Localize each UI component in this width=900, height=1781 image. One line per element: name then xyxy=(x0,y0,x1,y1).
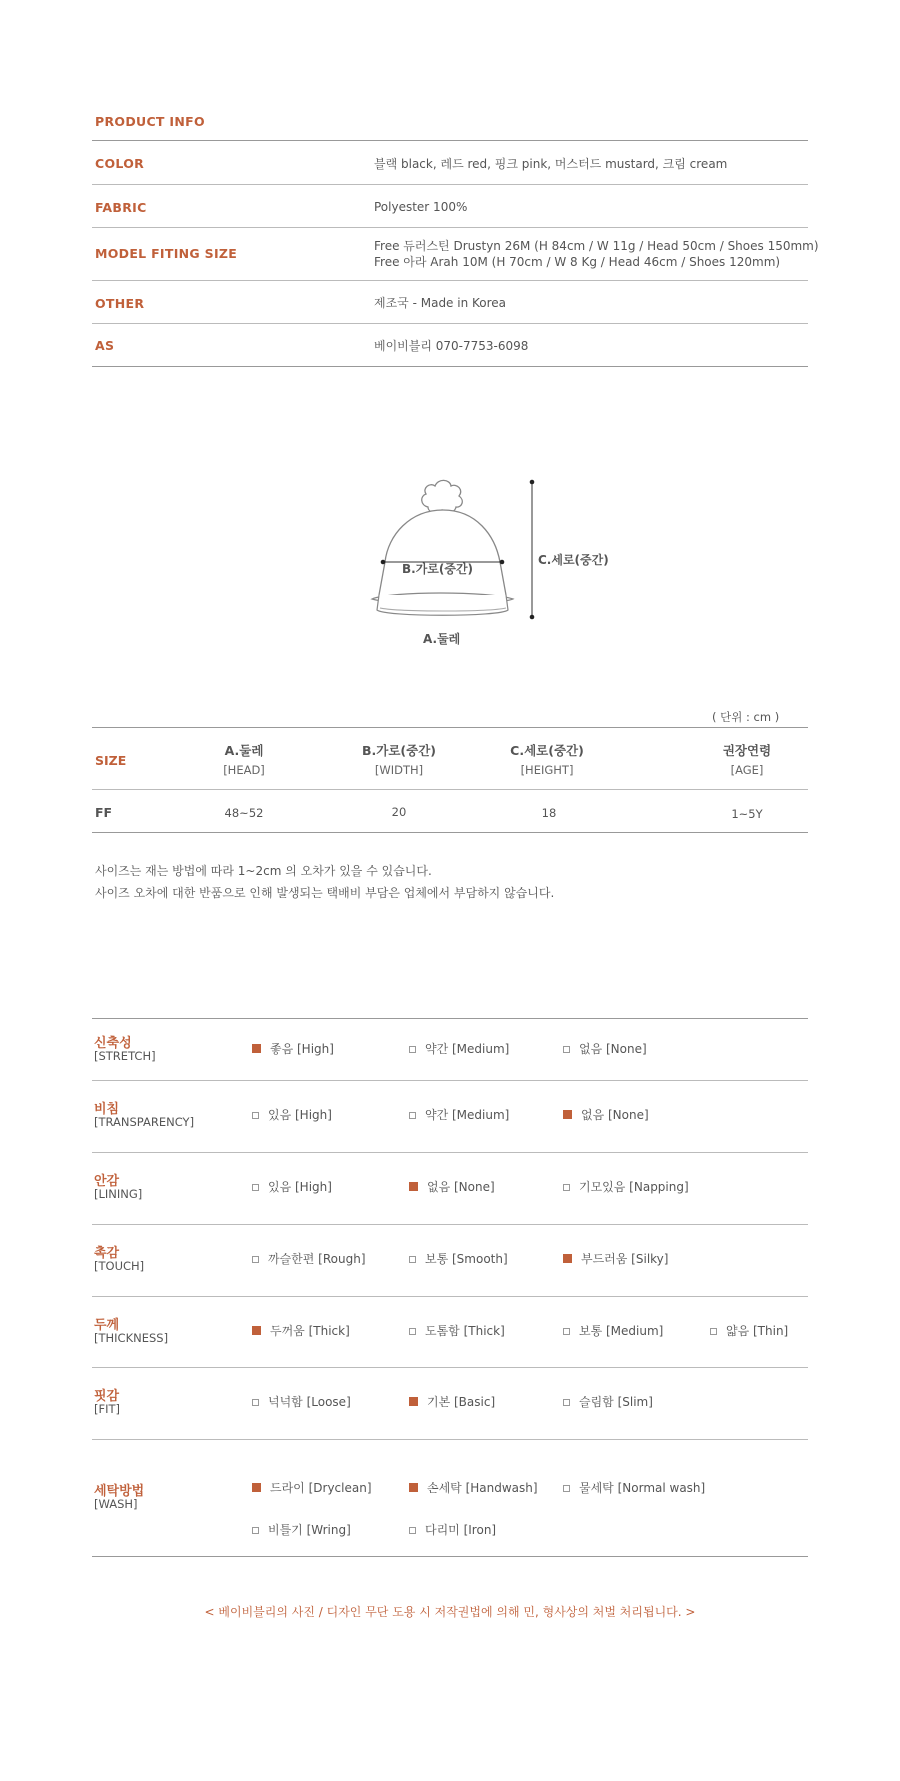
row-value-line-1: Free 듀러스틴 Drustyn 26M (H 84cm / W 11g / Head 50cm / Shoes 150mm) xyxy=(374,239,819,253)
option-label: 기모있음 [Napping] xyxy=(579,1180,689,1194)
unchecked-box-icon xyxy=(252,1184,259,1191)
divider xyxy=(92,1367,808,1368)
attribute-option xyxy=(710,1322,788,1339)
hat-crown xyxy=(385,510,500,562)
attribute-subtitle: [LINING] xyxy=(94,1187,143,1201)
divider xyxy=(92,280,808,281)
attribute-option xyxy=(252,1106,332,1123)
divider xyxy=(92,1080,808,1081)
attribute-title: 두께 xyxy=(94,1317,120,1333)
size-note-2: 사이즈 오차에 대한 반품으로 인해 발생되는 택배비 부담은 업체에서 부담하지 않습니다. xyxy=(95,886,555,900)
unchecked-box-icon xyxy=(409,1256,416,1263)
attribute-title: 신축성 xyxy=(94,1035,132,1051)
option-label: 넉넉함 [Loose] xyxy=(268,1395,351,1409)
row-label: COLOR xyxy=(95,156,145,171)
row-label: MODEL FITING SIZE xyxy=(95,246,238,261)
option-label: 약간 [Medium] xyxy=(425,1041,510,1056)
column-header-height: C.세로(중간) [HEIGHT] xyxy=(510,743,584,777)
attribute-option xyxy=(252,1479,372,1496)
option-label: 보통 [Smooth] xyxy=(425,1252,508,1266)
attribute-option xyxy=(252,1322,350,1339)
divider xyxy=(92,1296,808,1297)
option-label: 까슬한편 [Rough] xyxy=(268,1252,366,1266)
value-age: 1~5Y xyxy=(731,807,763,821)
divider xyxy=(92,1556,808,1557)
size-row-header: SIZE xyxy=(95,753,127,768)
product-info-heading: PRODUCT INFO xyxy=(95,114,205,129)
attribute-option xyxy=(563,1178,689,1195)
divider xyxy=(92,140,808,141)
attribute-title: 세탁방법 xyxy=(94,1483,145,1499)
option-label: 기본 [Basic] xyxy=(427,1395,496,1409)
unchecked-box-icon xyxy=(563,1399,570,1406)
attribute-option xyxy=(409,1393,495,1410)
copyright-notice: < 베이비블리의 사진 / 디자인 무단 도용 시 저작권법에 의해 민, 형사상의 처벌 처리됩니다. > xyxy=(204,1605,696,1619)
attribute-title: 핏감 xyxy=(94,1389,120,1404)
checked-box-icon xyxy=(409,1182,418,1191)
attribute-option xyxy=(409,1178,495,1195)
attribute-option xyxy=(563,1479,705,1496)
attribute-option xyxy=(252,1393,351,1410)
attribute-option xyxy=(252,1040,334,1057)
option-label: 드라이 [Dryclean] xyxy=(270,1480,372,1495)
checked-box-icon xyxy=(563,1110,572,1119)
attribute-title: 비침 xyxy=(94,1102,120,1117)
divider xyxy=(92,1224,808,1225)
option-label: 보통 [Medium] xyxy=(579,1323,664,1338)
unchecked-box-icon xyxy=(409,1328,416,1335)
checked-box-icon xyxy=(563,1254,572,1263)
row-value: 블랙 black, 레드 red, 핑크 pink, 머스터드 mustard, 크림 cream xyxy=(374,157,728,171)
option-label: 부드러움 [Silky] xyxy=(581,1252,669,1266)
size-name: FF xyxy=(95,805,113,820)
unchecked-box-icon xyxy=(563,1485,570,1492)
unit-label: ( 단위 : cm ) xyxy=(712,710,780,724)
unchecked-box-icon xyxy=(563,1328,570,1335)
checked-box-icon xyxy=(252,1044,261,1053)
divider xyxy=(92,789,808,790)
divider xyxy=(92,184,808,185)
size-note-1: 사이즈는 재는 방법에 따라 1~2cm 의 오차가 있을 수 있습니다. xyxy=(95,864,432,878)
checked-box-icon xyxy=(409,1483,418,1492)
option-label: 없음 [None] xyxy=(579,1041,647,1056)
attribute-subtitle: [WASH] xyxy=(94,1496,138,1511)
option-label: 얇음 [Thin] xyxy=(726,1323,789,1338)
option-label: 비틀기 [Wring] xyxy=(268,1522,351,1537)
divider xyxy=(92,323,808,324)
option-label: 없음 [None] xyxy=(427,1180,495,1194)
option-label: 약간 [Medium] xyxy=(425,1108,510,1122)
checked-box-icon xyxy=(409,1397,418,1406)
value-width: 20 xyxy=(391,805,407,819)
option-label: 있음 [High] xyxy=(268,1180,332,1194)
attribute-subtitle: [TRANSPARENCY] xyxy=(94,1115,195,1129)
unchecked-box-icon xyxy=(409,1112,416,1119)
option-label: 있음 [High] xyxy=(268,1108,332,1122)
attribute-option xyxy=(409,1521,496,1538)
attribute-option xyxy=(409,1040,509,1057)
unchecked-box-icon xyxy=(409,1046,416,1053)
option-label: 물세탁 [Normal wash] xyxy=(579,1480,706,1495)
divider xyxy=(92,1439,808,1440)
row-label: OTHER xyxy=(95,296,145,311)
option-label: 도톰함 [Thick] xyxy=(425,1323,505,1338)
diagram-label-height: C.세로(중간) xyxy=(538,553,609,567)
attribute-option xyxy=(563,1040,647,1057)
unchecked-box-icon xyxy=(252,1112,259,1119)
value-head: 48~52 xyxy=(224,806,264,820)
attribute-option xyxy=(563,1322,663,1339)
attribute-option xyxy=(409,1250,508,1267)
value-height: 18 xyxy=(541,806,557,820)
divider xyxy=(92,832,808,833)
attribute-option xyxy=(409,1106,509,1123)
diagram-label-circumference: A.둘레 xyxy=(423,632,461,646)
divider xyxy=(92,1152,808,1153)
row-value: Polyester 100% xyxy=(374,200,468,214)
diagram-label-width: B.가로(중간) xyxy=(402,562,474,576)
row-label: AS xyxy=(95,338,115,353)
unchecked-box-icon xyxy=(252,1256,259,1263)
unchecked-box-icon xyxy=(252,1399,259,1406)
divider xyxy=(92,1018,808,1019)
attribute-option xyxy=(252,1521,351,1538)
row-value-line-2: Free 아라 Arah 10M (H 70cm / W 8 Kg / Head 46cm / Shoes 120mm) xyxy=(374,255,781,269)
divider xyxy=(92,727,808,728)
row-label: FABRIC xyxy=(95,200,147,215)
unchecked-box-icon xyxy=(252,1527,259,1534)
row-value: 제조국 - Made in Korea xyxy=(374,296,507,310)
row-value: 베이비블리 070-7753-6098 xyxy=(374,339,529,353)
attribute-option xyxy=(563,1393,653,1410)
column-header-head: A.둘레 [HEAD] xyxy=(223,743,265,777)
option-label: 없음 [None] xyxy=(581,1108,649,1122)
attribute-option xyxy=(252,1178,332,1195)
unchecked-box-icon xyxy=(710,1328,717,1335)
attribute-title: 안감 xyxy=(94,1174,120,1189)
option-label: 좋음 [High] xyxy=(270,1041,334,1056)
hat-cuff xyxy=(377,595,508,615)
attribute-option xyxy=(252,1250,366,1267)
unchecked-box-icon xyxy=(409,1527,416,1534)
attribute-title: 촉감 xyxy=(94,1246,120,1261)
unchecked-box-icon xyxy=(563,1184,570,1191)
option-label: 손세탁 [Handwash] xyxy=(427,1480,538,1495)
option-label: 다리미 [Iron] xyxy=(425,1522,497,1537)
divider xyxy=(92,227,808,228)
column-header-age: 권장연령 [AGE] xyxy=(722,743,772,777)
unchecked-box-icon xyxy=(563,1046,570,1053)
attribute-subtitle: [FIT] xyxy=(94,1402,121,1416)
attribute-option xyxy=(563,1250,668,1267)
attribute-subtitle: [STRETCH] xyxy=(94,1048,156,1063)
attribute-subtitle: [TOUCH] xyxy=(94,1259,145,1273)
attribute-option xyxy=(409,1322,505,1339)
attribute-option xyxy=(409,1479,538,1496)
checked-box-icon xyxy=(252,1483,261,1492)
checked-box-icon xyxy=(252,1326,261,1335)
attribute-subtitle: [THICKNESS] xyxy=(94,1330,169,1345)
attribute-option xyxy=(563,1106,649,1123)
pompom-shape xyxy=(422,480,463,512)
option-label: 두꺼움 [Thick] xyxy=(270,1323,350,1338)
divider xyxy=(92,366,808,367)
option-label: 슬림함 [Slim] xyxy=(579,1395,653,1409)
column-header-width: B.가로(중간) [WIDTH] xyxy=(361,743,436,777)
